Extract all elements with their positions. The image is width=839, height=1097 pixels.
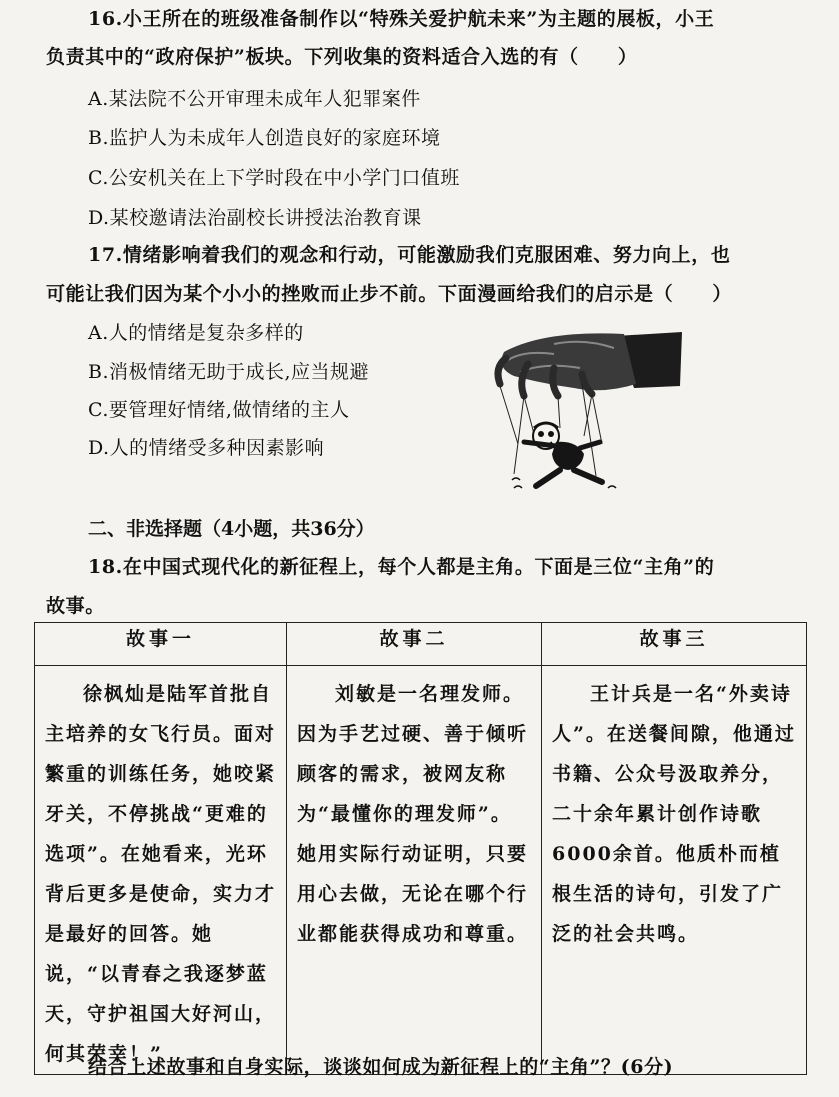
story-two-header: 故事二	[287, 623, 542, 666]
q16-option-d: D.某校邀请法治副校长讲授法治教育课	[88, 207, 422, 229]
q16-option-b: B.监护人为未成年人创造良好的家庭环境	[88, 127, 441, 149]
q17-option-a: A.人的情绪是复杂多样的	[88, 322, 304, 344]
story-three-header: 故事三	[542, 623, 807, 666]
q16-option-c: C.公安机关在上下学时段在中小学门口值班	[88, 167, 460, 189]
q17-stem-line2: 可能让我们因为某个小小的挫败而止步不前。下面漫画给我们的启示是（ ）	[46, 283, 733, 305]
stories-table	[34, 622, 807, 1075]
q17-option-d: D.人的情绪受多种因素影响	[88, 437, 325, 459]
q16-stem-line1: 16.小王所在的班级准备制作以“特殊关爱护航未来”为主题的展板，小王	[88, 8, 715, 30]
story-one-header: 故事一	[35, 623, 287, 666]
q17-option-b: B.消极情绪无助于成长,应当规避	[88, 361, 370, 383]
puppet-cartoon	[484, 324, 684, 500]
story-one-cell	[35, 666, 287, 1075]
story-two-text: 刘敏是一名理发师。因为手艺过硬、善于倾听顾客的需求，被网友称为“最懂你的理发师”。她用实际行动证明，只要用心去做，无论在哪个行业都能获得成功和尊重。	[297, 683, 529, 945]
q16-option-a: A.某法院不公开审理未成年人犯罪案件	[88, 88, 421, 110]
stories-table-row	[35, 666, 807, 1075]
q16-stem-line2: 负责其中的“政府保护”板块。下列收集的资料适合入选的有（ ）	[46, 46, 638, 68]
story-two-cell	[287, 666, 542, 1075]
section-heading: 二、非选择题（4小题，共36分）	[88, 518, 375, 540]
story-three-cell	[542, 666, 807, 1075]
q17-stem-line1: 17.情绪影响着我们的观念和行动，可能激励我们克服困难、努力向上，也	[88, 244, 731, 266]
story-three-text: 王计兵是一名“外卖诗人”。在送餐间隙，他通过书籍、公众号汲取养分，二十余年累计创作诗歌6000余首。他质朴而植根生活的诗句，引发了广泛的社会共鸣。	[552, 683, 796, 945]
story-one-text: 徐枫灿是陆军首批自主培养的女飞行员。面对繁重的训练任务，她咬紧牙关，不停挑战“更难的选项”。在她看来，光环背后更多是使命，实力才是最好的回答。她说，“以青春之我逐梦蓝天，守护祖国大好河山，何其荣幸！”	[45, 683, 277, 1065]
q18-question: 结合上述故事和自身实际，谈谈如何成为新征程上的“主角”？(6分)	[88, 1056, 674, 1078]
q18-stem-line2: 故事。	[46, 595, 105, 617]
stories-table-header-row	[35, 623, 807, 666]
q17-option-c: C.要管理好情绪,做情绪的主人	[88, 399, 350, 421]
q18-stem-line1: 18.在中国式现代化的新征程上，每个人都是主角。下面是三位“主角”的	[88, 556, 715, 578]
